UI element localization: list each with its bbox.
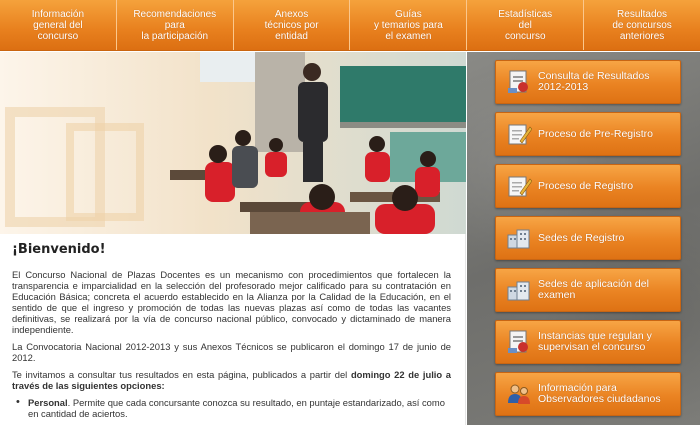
option-description: . Permite que cada concursante conozca su resultado, en puntaje estandarizado, así como en cantidad de aciertos. — [28, 397, 445, 419]
nav-item-recomendaciones[interactable]: Recomendaciones para la participación — [117, 0, 234, 50]
nav-item-informacion-general[interactable]: Información general del concurso — [0, 0, 117, 50]
nav-item-guias-temarios[interactable]: Guías y temarios para el examen — [350, 0, 467, 50]
hero-classroom-photo — [0, 52, 466, 234]
pencil-form-icon — [506, 121, 532, 147]
sidebar — [467, 52, 700, 425]
document-stamp-icon — [506, 329, 532, 355]
nav-item-resultados-anteriores[interactable]: Resultados de concursos anteriores — [612, 8, 672, 42]
consulta-resultados-button[interactable] — [495, 60, 681, 104]
invitation-paragraph — [12, 369, 451, 391]
sedes-aplicacion-button[interactable] — [495, 268, 681, 312]
invitation-text: Te invitamos a consultar tus resultados en esta página, publicados a partir del — [12, 369, 351, 380]
option-title: Personal — [28, 397, 68, 408]
intro-paragraph: El Concurso Nacional de Plazas Docentes es un mecanismo con procedimientos que fortalecen la transparencia e imparcialidad en la selección del profesorado mejor calificado para su contratación en Educación Básica; concreta el acuerdo establecido en la Alianza por la Calidad de la Educación, en el sentido de que el ingreso y promoción de todas las nuevas plazas así como de todas las vacantes definitivas, se realizará por la vía de concurso nacional público, convocado y dictaminado de manera independiente. — [12, 269, 451, 335]
observadores-label: Información para Observadores ciudadanos — [538, 382, 661, 405]
welcome-content — [0, 234, 466, 425]
consulta-resultados-label: Consulta de Resultados 2012-2013 — [538, 70, 650, 93]
registro-button[interactable] — [495, 164, 681, 208]
pre-registro-button[interactable] — [495, 112, 681, 156]
convocatoria-paragraph: La Convocatoria Nacional 2012-2013 y sus Anexos Técnicos se publicaron el domingo 17 de junio de 2012. — [12, 341, 451, 363]
buildings-icon — [506, 277, 532, 303]
pencil-form-icon — [506, 173, 532, 199]
top-navigation — [0, 0, 700, 51]
pre-registro-label: Proceso de Pre-Registro — [538, 127, 653, 140]
registro-label: Proceso de Registro — [538, 179, 634, 192]
results-document-icon — [506, 69, 532, 95]
sedes-registro-button[interactable] — [495, 216, 681, 260]
list-item — [16, 397, 451, 419]
options-list — [16, 397, 451, 419]
nav-item-estadisticas[interactable]: Estadísticas del concurso — [467, 0, 584, 50]
invitation-date: domingo 22 de julio a través de las siguientes opciones: — [12, 369, 452, 391]
people-icon — [506, 381, 532, 407]
classroom-illustration — [0, 52, 466, 234]
nav-item-anexos-tecnicos[interactable]: Anexos técnicos por entidad — [234, 0, 351, 50]
instancias-button[interactable] — [495, 320, 681, 364]
sedes-registro-label: Sedes de Registro — [538, 231, 625, 244]
instancias-label: Instancias que regulan y supervisan el concurso — [538, 330, 652, 353]
welcome-title: ¡Bienvenido! — [12, 242, 106, 257]
observadores-button[interactable] — [495, 372, 681, 416]
buildings-icon — [506, 225, 532, 251]
sedes-aplicacion-label: Sedes de aplicación del examen — [538, 278, 649, 301]
